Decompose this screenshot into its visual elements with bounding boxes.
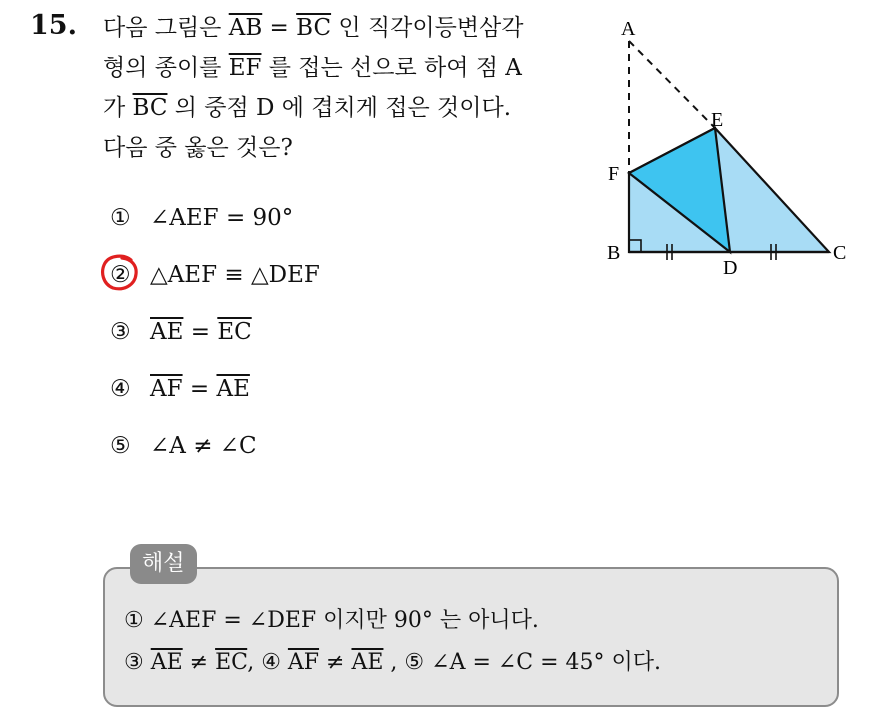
segment-ae: $\overline{AE}$ bbox=[351, 650, 384, 675]
stem-text: 가 bbox=[103, 95, 133, 121]
exp-op: ≠ bbox=[319, 650, 352, 675]
choice-op: = bbox=[183, 319, 218, 345]
segment-ec: $\overline{EC}$ bbox=[215, 650, 248, 675]
label-a: A bbox=[621, 18, 636, 40]
choice-number: ③ bbox=[110, 319, 131, 345]
choice-2[interactable] bbox=[110, 253, 320, 310]
explanation-line-1: ① ∠AEF = ∠DEF 이지만 90° 는 아니다. bbox=[124, 608, 539, 633]
stem-line-4: 다음 중 옳은 것은? bbox=[103, 135, 293, 161]
question-number: 15. bbox=[30, 10, 77, 41]
choice-list bbox=[110, 196, 320, 481]
segment-ae: $\overline{AE}$ bbox=[150, 319, 184, 345]
segment-bc: $\overline{BC}$ bbox=[132, 95, 168, 121]
label-f: F bbox=[608, 163, 620, 185]
segment-ae: $\overline{AE}$ bbox=[216, 376, 250, 402]
explanation-text bbox=[124, 600, 661, 684]
stem-line-1 bbox=[103, 8, 588, 48]
choice-number: ④ bbox=[110, 376, 131, 402]
segment-ae: $\overline{AE}$ bbox=[150, 650, 183, 675]
stem-text: 의 중점 D 에 겹치게 접은 것이다. bbox=[167, 95, 512, 121]
segment-ab: $\overline{AB}$ bbox=[228, 15, 263, 41]
choice-4[interactable] bbox=[110, 367, 320, 424]
stem-text: 를 접는 선으로 하여 점 A bbox=[261, 55, 522, 81]
label-e: E bbox=[711, 109, 724, 131]
segment-af: $\overline{AF}$ bbox=[287, 650, 320, 675]
exp-text: , ⑤ ∠A = ∠C = 45° 이다. bbox=[383, 650, 662, 675]
label-d: D bbox=[723, 257, 738, 279]
stem-text: 인 직각이등변삼각 bbox=[331, 15, 524, 41]
exp-text: , ④ bbox=[247, 650, 288, 675]
choice-number: ① bbox=[110, 205, 131, 231]
dashed-line-ae bbox=[629, 41, 715, 128]
choice-number: ⑤ bbox=[110, 433, 131, 459]
question-stem bbox=[103, 8, 588, 168]
choice-op: = bbox=[182, 376, 217, 402]
choice-number: ② bbox=[110, 262, 131, 288]
exp-op: ≠ bbox=[182, 650, 216, 675]
segment-bc: $\overline{BC}$ bbox=[296, 15, 332, 41]
stem-equals: = bbox=[262, 15, 297, 41]
explanation-tag: 해설 bbox=[130, 544, 197, 584]
segment-ec: $\overline{EC}$ bbox=[217, 319, 252, 345]
choice-text: ∠A ≠ ∠C bbox=[150, 433, 257, 459]
label-b: B bbox=[607, 242, 621, 264]
stem-line-2 bbox=[103, 48, 588, 88]
choice-text: ∠AEF = 90° bbox=[150, 205, 294, 231]
triangle-figure bbox=[595, 15, 865, 280]
label-c: C bbox=[833, 242, 847, 264]
stem-text: 다음 그림은 bbox=[103, 15, 229, 41]
choice-1[interactable] bbox=[110, 196, 320, 253]
exp-text: ③ bbox=[124, 650, 151, 675]
stem-line-3 bbox=[103, 88, 588, 128]
choice-text: △AEF ≡ △DEF bbox=[150, 262, 320, 288]
answer-circle-mark-icon bbox=[100, 254, 140, 292]
choice-3[interactable] bbox=[110, 310, 320, 367]
segment-af: $\overline{AF}$ bbox=[150, 376, 183, 402]
segment-ef: $\overline{EF}$ bbox=[228, 55, 262, 81]
explanation-line-2 bbox=[124, 642, 661, 684]
choice-5[interactable] bbox=[110, 424, 320, 481]
stem-text: 형의 종이를 bbox=[103, 55, 229, 81]
